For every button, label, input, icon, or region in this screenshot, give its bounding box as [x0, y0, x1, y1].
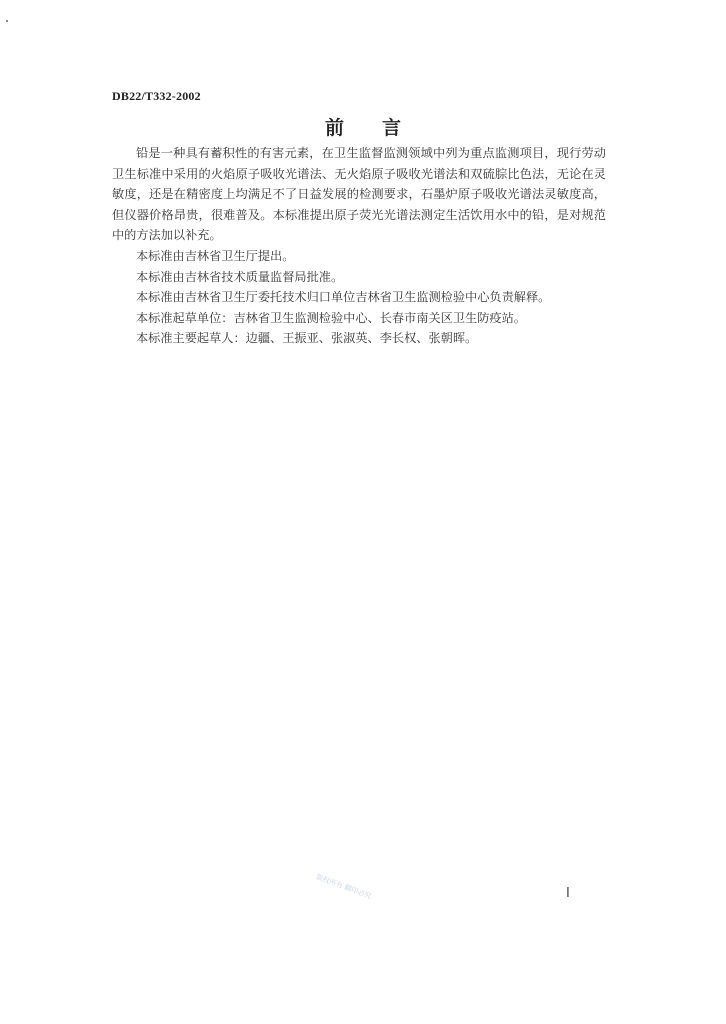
watermark-text: 版权所有 翻印必究 — [314, 872, 373, 901]
paragraph-drafters: 本标准主要起草人：边疆、王振亚、张淑英、李长权、张朝晖。 — [136, 331, 478, 346]
scan-speck — [6, 20, 8, 22]
paragraph-intro: 铅是一种具有蓄积性的有害元素，在卫生监督监测领域中列为重点监测项目，现行劳动卫生标准中采用的火焰原子吸收光谱法、无火焰原子吸收光谱法和双硫腙比色法，无论在灵敏度，还是在精密度上均满足不了日益发展的检测要求，石墨炉原子吸收光谱法灵敏度高，但仪器价格昂贵，很难普及。本标准提出原子荧光光谱法测定生活饮用水中的铅，是对规范中的方法加以补充。 — [112, 146, 606, 243]
paragraph-interpreter: 本标准由吉林省卫生厅委托技术归口单位吉林省卫生监测检验中心负责解释。 — [136, 290, 551, 305]
paragraph-approver: 本标准由吉林省技术质量监督局批准。 — [136, 269, 344, 284]
page-title: 前言 — [324, 117, 439, 139]
paragraph-proposer: 本标准由吉林省卫生厅提出。 — [136, 248, 295, 263]
foreword-body — [112, 143, 606, 349]
standard-code: DB22/T332-2002 — [112, 89, 201, 103]
page-number: I — [566, 886, 570, 901]
paragraph-drafting-units: 本标准起草单位：吉林省卫生监测检验中心、长春市南关区卫生防疫站。 — [136, 310, 526, 325]
